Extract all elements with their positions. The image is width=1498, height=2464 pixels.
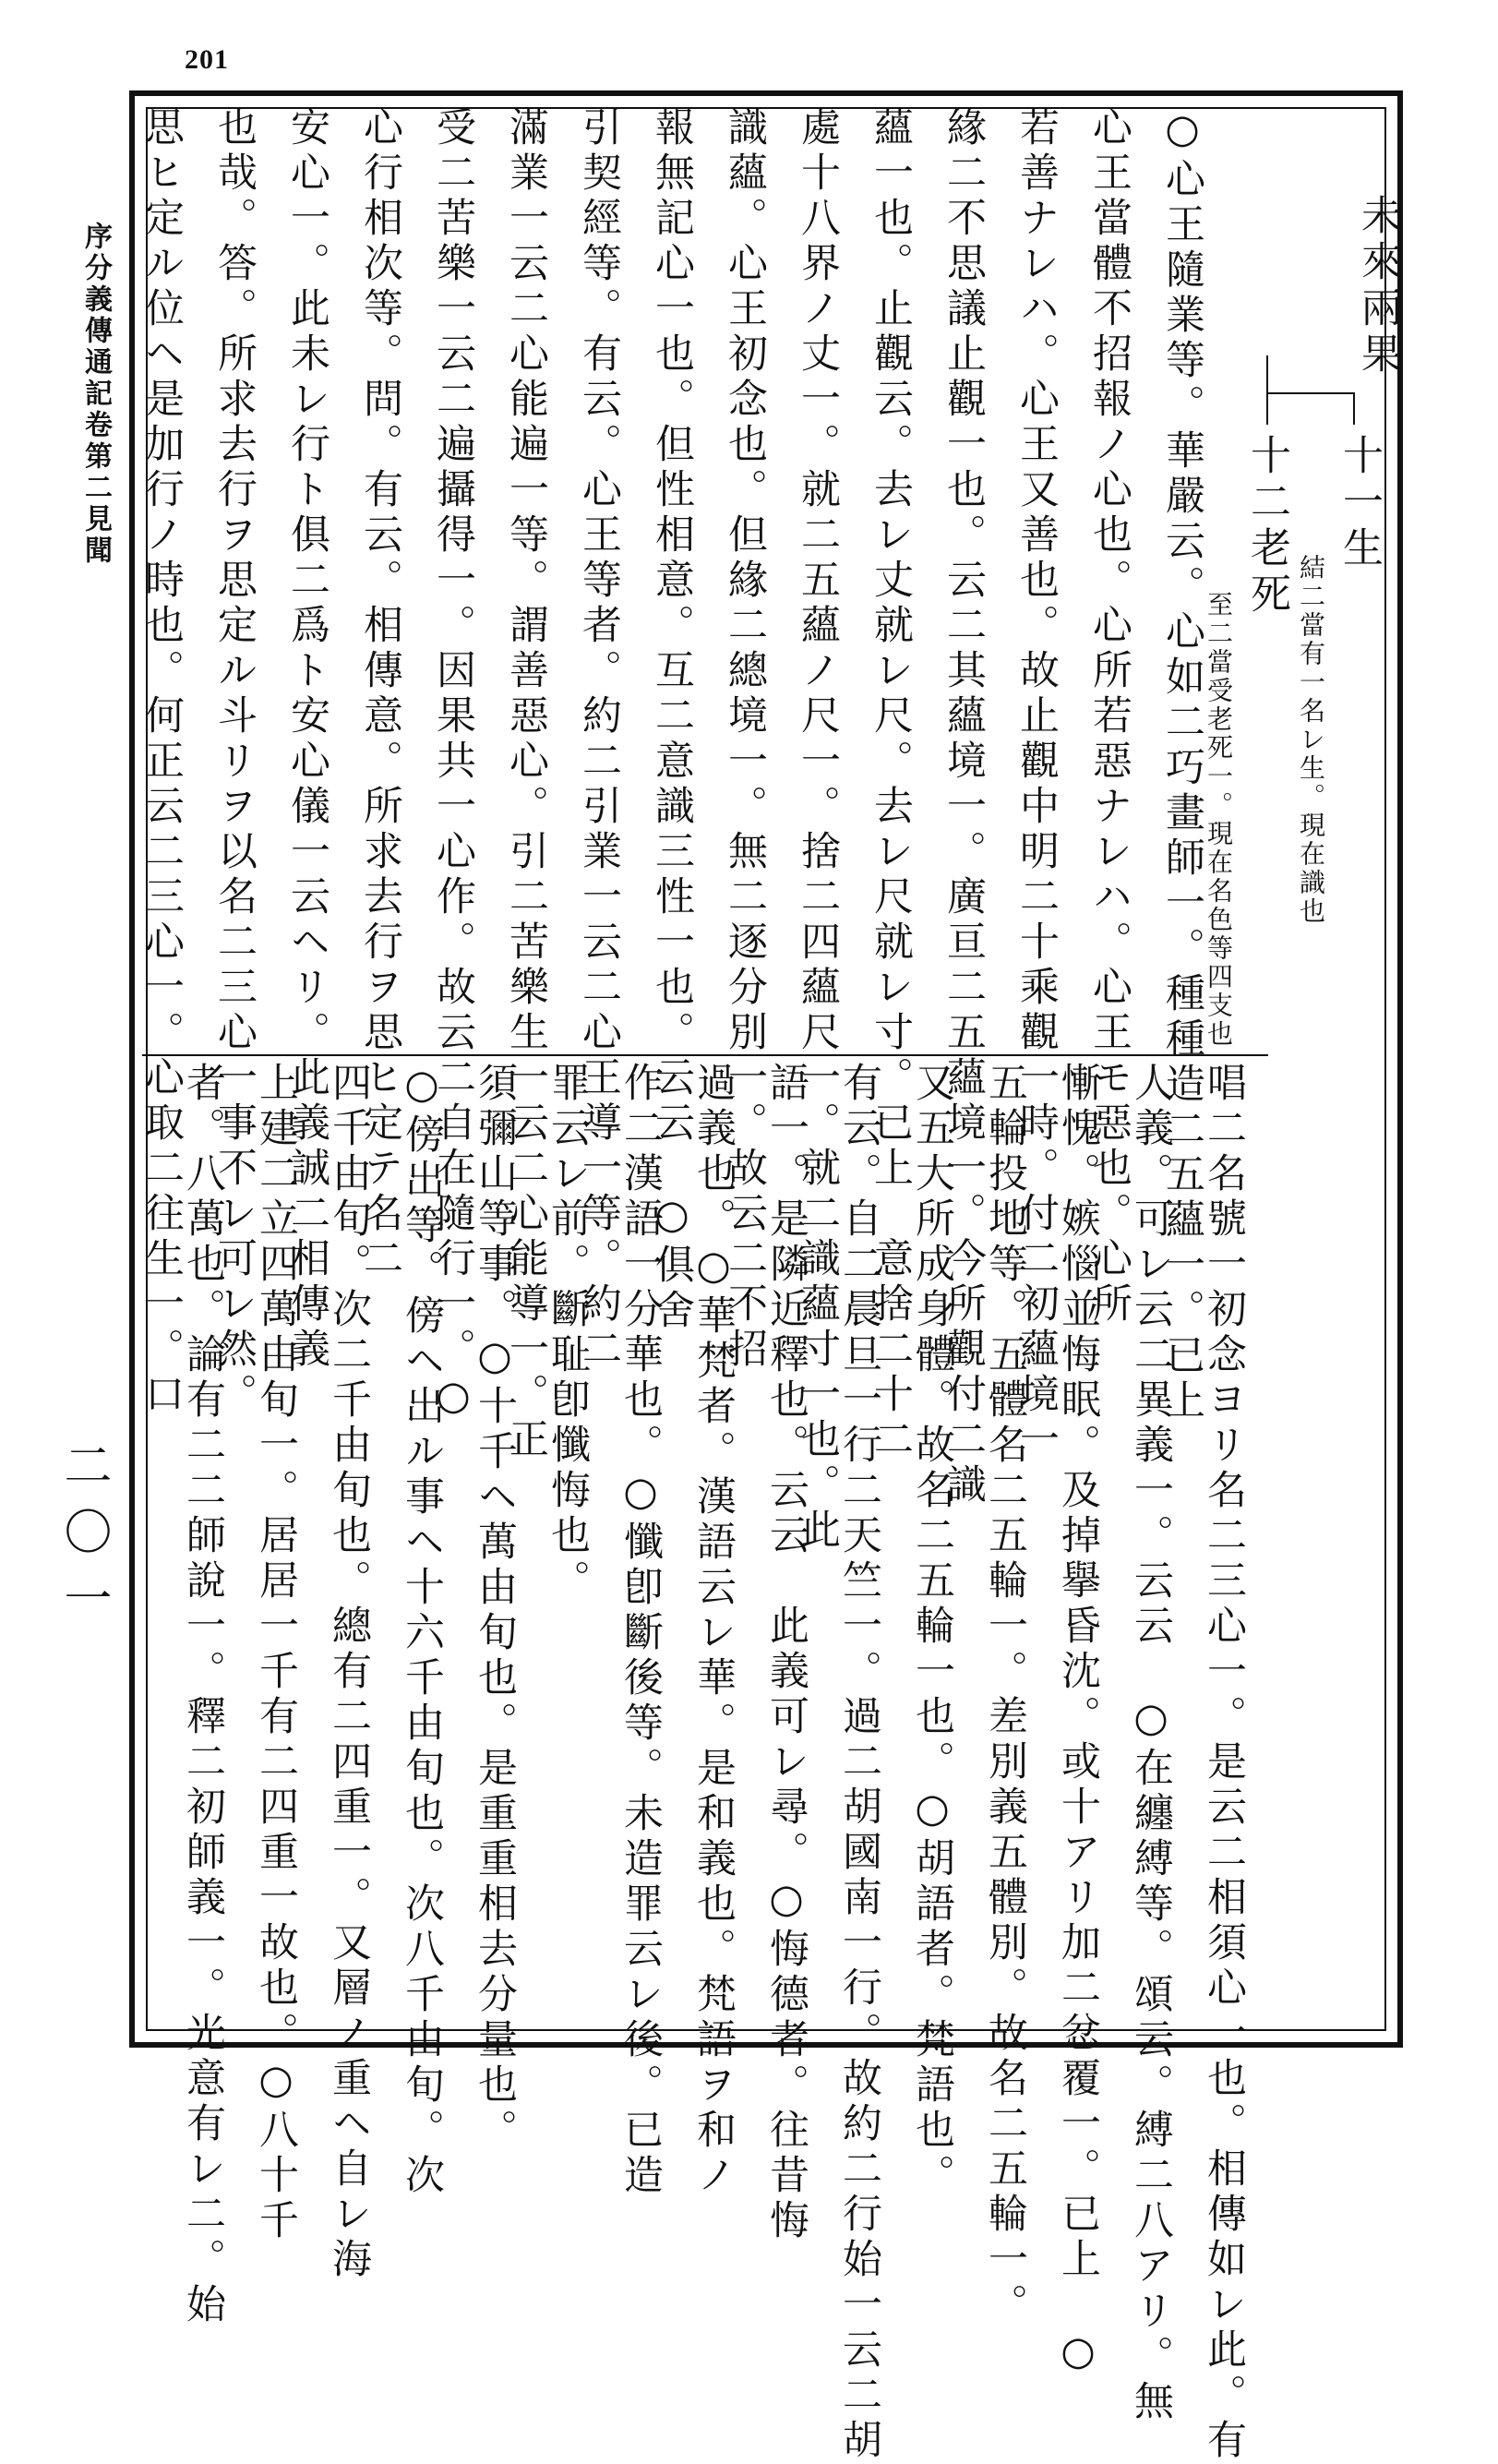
text-column: 有云。自二晨旦一行二天竺一。過二胡國南一行。故約二行始一云二胡	[836, 1062, 882, 2464]
text-column: 心行相次等。問。有云。相傳意。所求去行ヲ思ヒ定テ名二	[357, 106, 403, 1282]
text-column: 緣二不思議止觀一也。云二其蘊境一。廣亘二五蘊境一。今所觀付二識	[941, 106, 987, 1508]
margin-page-number: 二〇一	[55, 1440, 111, 1640]
text-column: ○傍出等。傍ヘ出ル事ヘ十六千由旬也。次八千由旬。次	[399, 1062, 445, 2199]
text-column: 受二苦樂一云二遍攝得一。因果共一心作。故云二自在隨行一。○	[430, 106, 476, 1424]
text-column: 蘊一也。止觀云。去レ丈就レ尺。去レ尺就レ寸。已上 意捨二十二	[868, 106, 914, 1463]
text-column: 過義也。○華梵者。漢語云レ華。是和義也。梵語ヲ和ノ	[690, 1062, 737, 2199]
text-column: 安心一。此未レ行ト俱二爲ト安心儀一云ヘリ。此義誠二相傳義	[284, 106, 330, 1373]
diagram-item-note: 至二當受老死一。現在名色等四支也	[1204, 591, 1234, 1049]
text-column: 識蘊。心王初念也。但緣二總境一。無二逐分別一。故云二不招	[722, 106, 768, 1373]
text-column: 滿業一云二心能遍一等。謂善惡心。引二苦樂生一云二心能導一。正	[503, 106, 549, 1463]
text-column: 者。八萬也。論有二二師說一。釋二初師義一。光意有レ二。始	[180, 1062, 226, 2328]
text-column: 慚愧。嫉惱並悔眠。及掉擧昏沈。或十アリ加二忿覆一。已上 ○	[1055, 1062, 1101, 2380]
text-column: 五輪投地等。五體名二五輪一。差別義五體別。故名二五輪一。	[982, 1062, 1028, 2328]
diagram-bracket-stem	[1266, 355, 1268, 392]
text-column: ○心王隨業等。華嚴云。心如二巧畫師一。種種造二五蘊一。已上	[1159, 106, 1205, 1424]
text-column: 思ヒ定ル位ヘ是加行ノ時也。何正云二三心一。心取二往生一。口	[138, 106, 185, 1418]
text-column: 也哉。答。所求去行ヲ思定ル斗リヲ以名二三心一事不レ可レ然。	[211, 106, 258, 1418]
text-column: 處十八界ノ丈一。就二五蘊ノ尺一。捨二四蘊尺一。就二識蘊寸一也。此	[795, 106, 841, 1554]
diagram-bracket-right	[1353, 392, 1355, 425]
page-number: 201	[185, 44, 229, 75]
text-column: 引契經等。有云。心王等者。約二引業一云二心王導一等。約二	[576, 106, 622, 1373]
diagram-item-note: 結二當有一名レ生。現在識也	[1296, 554, 1326, 926]
text-column: 又五大所成身體。故名二五輪一也。○胡語者。梵語也。	[909, 1062, 955, 2199]
lower-text-block	[171, 1062, 1260, 2464]
text-column: 心王當體不招報ノ心也。心所若惡ナレハ。心王モ惡也。心所	[1086, 106, 1132, 1328]
text-column: 唱二名號一初念ヨリ名二三心一。是云二相須心一也。相傳如レ此。有	[1201, 1062, 1247, 2464]
margin-title: 序分義傳通記卷第二見聞	[79, 222, 112, 567]
text-column: 報無記心一也。但性相意。互二意識三性一也。云云 ○俱舍	[649, 106, 695, 1334]
text-column: 語一。是隣近釋也。云云 此義可レ尋。○悔德者。往昔悔	[763, 1062, 809, 2244]
diagram-bracket-bar	[1266, 392, 1354, 394]
diagram-item-label: 十一生	[1336, 434, 1383, 572]
diagram-title: 未來兩果	[1354, 194, 1401, 379]
text-column: 若善ナレハ。心王又善也。故止觀中明二十乘觀一時。付二初蘊境一	[1013, 106, 1060, 1463]
text-column: 四千由旬。次二千由旬也。總有二四重一。又層ノ重ヘ自レ海	[326, 1062, 372, 2283]
text-column: 罪云レ前。斷耻卽懺悔也。	[545, 1062, 591, 1605]
text-column: 須彌山等事。○十千ヘ萬由旬也。是重重相去分量也。	[472, 1062, 518, 2154]
text-column: 作二漢語一分華也。○懺卽斷後等。未造罪云レ後。已造	[617, 1062, 664, 2199]
diagram-item-label: 十二老死	[1243, 434, 1290, 619]
text-column: 人義。可レ云二異義一。云云 ○在纏縛等。頌云。縛二八アリ。無	[1128, 1062, 1174, 2425]
text-column: 上建二立四萬由旬一。居居一千有二四重一故也。○八十千	[253, 1062, 299, 2244]
diagram-bracket-left	[1266, 392, 1268, 425]
